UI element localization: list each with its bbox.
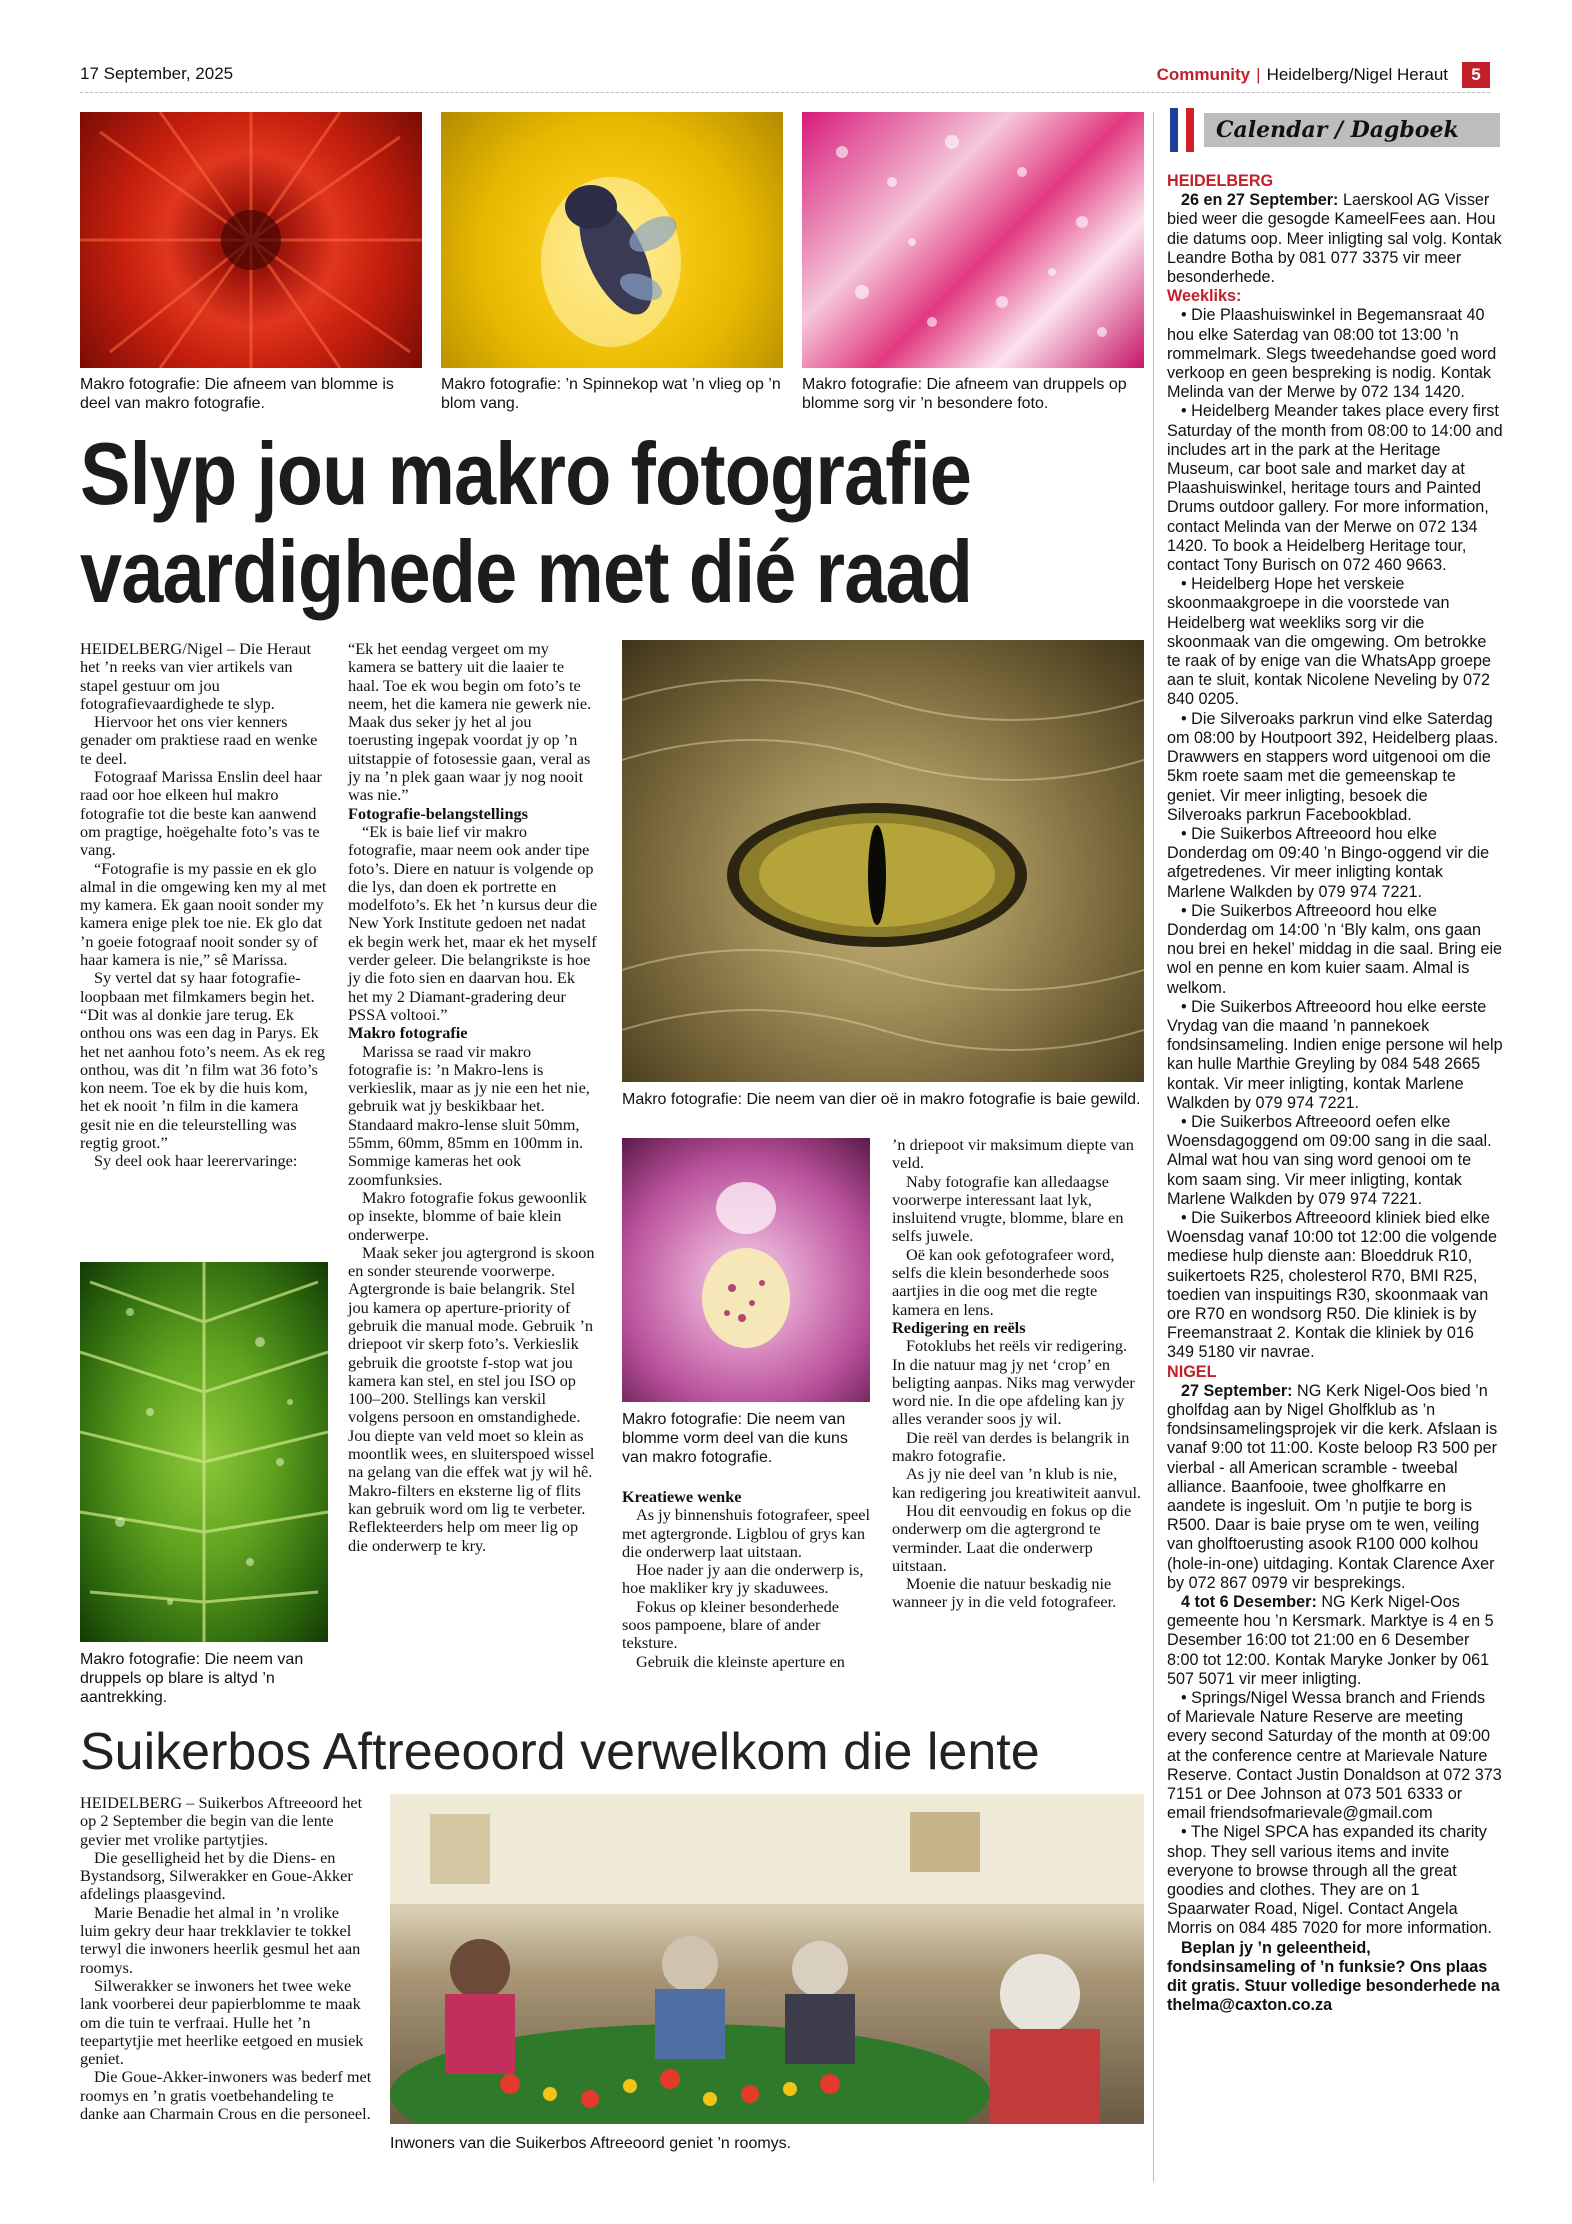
calendar-entry: 27 September: NG Kerk Nigel-Oos bied ’n gholfdag aan by Nigel Gholfklub as ’n fondsinsamelingsprojek vir die kerk. Afslaan is vanaf 9:00 tot 11:00. Koste beloop R3 500 per vierbal - all American scramble - tweebal alliance. Baanfooie, twee gholfkarre en aandete is ingesluit. Om ’n putjie te borg is R500. Daar is baie pryse om te wen, veiling van gholftoerusting asook R100 000 kolhou (hole-in-one) uitdaging. Kontak Clarence Axer by 072 867 0979 vir besprekings. — [1167, 1381, 1498, 1592]
paragraph: Fotograaf Marissa Enslin deel haar raad oor hoe elkeen hul makro fotografie tot die beste kan aanwend om pragtige, hoëgehalte foto’s vas te vang. — [80, 767, 322, 860]
calendar-listings — [1167, 172, 1503, 2016]
article-column-2 — [348, 640, 598, 1555]
caption-orchid: Makro fotografie: Die neem van blomme vorm deel van die kuns van makro fotografie. — [622, 1411, 848, 1466]
paragraph: Silwerakker se inwoners het twee weke lank voorberei deur papierblomme te maak om die tuin te verfraai. Hulle het ’n teepartytjie met heerlike eetgoed en musiek geniet. — [80, 1975, 364, 2069]
photo-orchid — [622, 1138, 870, 1402]
paragraph: As jy binnenshuis fotografeer, speel met agtergronde. Ligblou of grys kan die onderwerp laat uitstaan. — [622, 1505, 871, 1561]
publication-name: Heidelberg/Nigel Heraut — [1266, 65, 1448, 84]
subheading: Makro fotografie — [348, 1023, 468, 1043]
calendar-entry: 26 en 27 September: Laerskool AG Visser bied weer die gesogde KameelFees aan. Hou die datums oop. Meer inligting sal volg. Kontak Leandre Botha by 081 077 3375 vir meer besonderhede. — [1167, 191, 1502, 287]
caption-leaf-droplets: Makro fotografie: Die neem van druppels op blare is altyd ’n aantrekking. — [80, 1651, 304, 1706]
paragraph: Fotoklubs het reëls vir redigering. In die natuur mag jy net ‘crop’ en beligting aanpas. Niks mag verwyder word nie. In die ope afdeling kan jy alles verander soos jy wil. — [892, 1336, 1135, 1429]
caption-reptile-eye: Makro fotografie: Die neem van dier oë in makro fotografie is baie gewild. — [622, 1091, 1141, 1108]
paragraph: As jy nie deel van ’n klub is nie, kan redigering jou kreatiwiteit aanvul. — [892, 1464, 1142, 1502]
page-header — [1157, 62, 1490, 88]
header-rule — [80, 92, 1490, 93]
paragraph: Hoe nader jy aan die onderwerp is, hoe makliker kry jy skaduwees. — [622, 1560, 864, 1598]
headline-line-2: vaardighede met dié raad — [80, 522, 973, 621]
article2-column — [80, 1794, 372, 2123]
weekly-heading: Weekliks: — [1167, 287, 1242, 306]
flag-icon — [1170, 108, 1194, 152]
article-column-3 — [622, 1488, 872, 1671]
paragraph: “Ek het eendag vergeet om my kamera se battery uit die laaier te haal. Toe ek wou begin om foto’s te neem, het die kamera nie gewerk nie. Maak dus seker jy het al jou toerusting ingepak voordat jy op ’n uitstappie of fotosessie gaan, veral as jy na ’n plek gaan waar jy nog nooit was nie.” — [348, 639, 592, 805]
paragraph: Sy deel ook haar leerervaringe: — [94, 1151, 298, 1171]
article-column-1 — [80, 640, 328, 1171]
paragraph: HEIDELBERG/Nigel – Die Heraut het ’n reeks van vier artikels van stapel gestuur om jou fotografievaardighede te slyp. — [80, 639, 312, 713]
paragraph: HEIDELBERG – Suikerbos Aftreeoord het op 2 September die begin van die lente gevier met vrolike partytjies. — [80, 1793, 363, 1849]
paragraph: ’n driepoot vir maksimum diepte van veld. — [892, 1135, 1134, 1173]
header-separator: | — [1256, 65, 1261, 84]
photo-spider-fly — [441, 112, 783, 368]
section-name: Community — [1156, 65, 1251, 84]
headline-line-1: Slyp jou makro fotografie — [80, 424, 971, 523]
photo-reptile-eye — [622, 640, 1144, 1082]
paragraph: Moenie die natuur beskadig nie wanneer jy in die veld fotografeer. — [892, 1574, 1117, 1612]
paragraph: Naby fotografie kan alledaagse voorwerpe interessant laat lyk, insluitend vrugte, blomme, blare en selfs juwele. — [892, 1171, 1124, 1246]
subheading: Redigering en reëls — [892, 1317, 1026, 1337]
paragraph: “Fotografie is my passie en ek glo almal in die omgewing ken my al met my kamera. Ek gaan nooit sonder my kamera enige plek toe nie. Ek glo dat ’n goeie fotograaf nooit sonder sy of haar kamera is nie,” sê Marissa. — [80, 858, 327, 970]
paragraph: Die geselligheid het by die Diens- en Bystandsorg, Silwerakker en Goue-Akker afdelings plaasgevind. — [80, 1847, 353, 1904]
caption-red-flower: Makro fotografie: Die afneem van blomme is deel van makro fotografie. — [80, 376, 394, 412]
caption-spider-fly: Makro fotografie: ’n Spinnekop wat ’n vlieg op ’n blom vang. — [441, 376, 781, 412]
photo-residents-icecream — [390, 1794, 1144, 2124]
calendar-entry: • Die Suikerbos Aftreeoord oefen elke Woensdagoggend om 09:00 sang in die saal. Almal wat hou van sing word genooi om te kom saam sing. Vir meer inligting, kontak Marlene Walkden by 079 974 7221. — [1167, 1112, 1492, 1208]
calendar-footer-note: Beplan jy ’n geleentheid, fondsinsameling of ’n funksie? Ons plaas dit gratis. Stuur volledige besonderhede na thelma@caxton.co.za — [1167, 1938, 1500, 2015]
calendar-entry: • Die Suikerbos Aftreeoord hou elke Donderdag om 14:00 ’n ‘Bly kalm, ons gaan nou brei en hekel’ middag in die saal. Bring eie wol en penne en kom kuier saam. Almal is welkom. — [1167, 901, 1503, 997]
calendar-entry: • Die Suikerbos Aftreeoord kliniek bied elke Woensdag vanaf 10:00 tot 12:00 die volgende mediese hulp dienste aan: Bloeddruk R10, suikertoets R25, cholesterol R70, BMI R25, toedien van inspuitings R30, skoonmaak van ore R70 en wondsorg R50. Die kliniek is by Freemanstraat 2. Kontak die kliniek by 016 349 5180 vir navrae. — [1167, 1208, 1498, 1362]
photo-pink-droplets — [802, 112, 1144, 368]
calendar-title: Calendar / Dagboek — [1204, 113, 1500, 147]
calendar-entry: • Springs/Nigel Wessa branch and Friends of Marievale Nature Reserve are meeting every second Saturday of the month at 09:00 at the conference centre at Marievale Nature Reserve. Contact Justin Donaldson at 072 373 7151 or Dee Johnson at 073 501 6333 or email friendsofmarievale@gmail.com — [1167, 1689, 1502, 1823]
caption-pink-droplets: Makro fotografie: Die afneem van druppels op blomme sorg vir ’n besondere foto. — [802, 376, 1127, 412]
calendar-header — [1170, 112, 1500, 148]
town-heading: HEIDELBERG — [1167, 172, 1274, 190]
paragraph: “Ek is baie lief vir makro fotografie, maar neem ook ander tipe foto’s. Diere en natuur is volgende op die lys, dan doen ek portrette en modelfoto’s. Ek het ’n kursus deur die New York Institute gedoen net nadat ek begin werk het, maar ek het myself verder geleer. Die belangrikste is hoe jy die foto sien en daarvan hou. Ek het my 2 Diamant-gradering deur PSSA voltooi.” — [348, 821, 598, 1024]
paragraph: Oë kan ook gefotografeer word, selfs die klein besonderhede soos aartjies in die oog met die regte kamera en lens. — [892, 1244, 1115, 1319]
paragraph: Die reël van derdes is belangrik in makro fotografie. — [892, 1427, 1130, 1466]
paragraph: Hou dit eenvoudig en fokus op die onderwerp om die agtergrond te verminder. Laat die onderwerp uitstaan. — [892, 1500, 1132, 1575]
calendar-entry: • The Nigel SPCA has expanded its charity shop. They sell various items and invite everyone to browse through all the great goodies and clothes. They are on 1 Spaarwater Road, Nigel. Contact Angela Morris on 084 485 7020 for more information. — [1167, 1823, 1492, 1938]
issue-date: 17 September, 2025 — [80, 64, 234, 83]
calendar-entry: 4 tot 6 Desember: NG Kerk Nigel-Oos gemeente hou ’n Kersmark. Marktye is 4 en 5 Desember 16:00 tot 21:00 en 6 Desember 8:00 tot 12:00. Kontak Maryke Jonker by 061 507 5071 vir meer inligting. — [1167, 1593, 1494, 1688]
subheading: Kreatiewe wenke — [622, 1487, 742, 1506]
subheading: Fotografie-belangstellings — [348, 803, 528, 823]
calendar-entry: • Heidelberg Hope het verskeie skoonmaakgroepe in die voorstede van Heidelberg wat weekliks sorg vir die skoonmaak van die omgewing. Om betrokke te raak of by enige van die WhatsApp groepe aan te sluit, kontak Nicolene Neveling by 072 840 0205. — [1167, 575, 1491, 709]
page-number: 5 — [1462, 62, 1490, 88]
article-column-4 — [892, 1136, 1142, 1612]
article2-headline: Suikerbos Aftreeoord verwelkom die lente — [80, 1723, 1040, 1781]
calendar-entry: • Die Suikerbos Aftreeoord hou elke eerste Vrydag van die maand ’n pannekoek fondsinsameling. Indien enige persone wil help kan hulle Marthie Greyling by 084 548 2665 kontak. Vir meer inligting, kontak Marlene Walkden by 079 974 7221. — [1167, 997, 1503, 1112]
paragraph: Hiervoor het ons vier kenners genader om praktiese raad en wenke te deel. — [80, 712, 318, 768]
calendar-entry: • Die Silveroaks parkrun vind elke Saterdag om 08:00 by Houtpoort 392, Heidelberg plaas. Drawwers en stappers word uitgenooi om die 5km roete saam met die gemeenskap te geniet. Vir meer inligting, besoek die Silveroaks parkrun Facebookblad. — [1167, 709, 1499, 824]
paragraph: Gebruik die kleinste aperture en — [636, 1651, 845, 1671]
calendar-entry: • Heidelberg Meander takes place every first Saturday of the month from 08:00 to 14:00 and includes art in the park at the Heritage Museum, car boot sale and market day at Plaashuiswinkel, heritage tours and Painted Drums outdoor gallery. For more information, contact Melinda van der Merwe on 072 134 1420. To book a Heidelberg Heritage tour, contact Tony Burisch on 072 460 9663. — [1167, 402, 1503, 575]
paragraph: Die Goue-Akker-inwoners was bederf met roomys en ’n gratis voetbehandeling te danke aan Charmain Crous en die personeel. — [80, 2067, 372, 2124]
article-headline — [80, 425, 1000, 621]
town-heading: NIGEL — [1167, 1362, 1217, 1381]
paragraph: Marissa se raad vir makro fotografie is: ’n Makro-lens is verkieslik, maar as jy nie een het nie, gebruik wat jy beskikbaar het. Standaard makro-lense sluit 50mm, 55mm, 60mm, 85mm en 100mm in. Sommige kameras het ook zoomfunksies. — [348, 1041, 590, 1189]
caption-residents: Inwoners van die Suikerbos Aftreeoord geniet ’n roomys. — [390, 2135, 792, 2152]
calendar-entry: • Die Suikerbos Aftreeoord hou elke Donderdag om 09:40 ’n Bingo-oggend vir die afgetredenes. Vir meer inligting kontak Marlene Walkden by 079 974 7221. — [1167, 824, 1490, 901]
paragraph: Fokus op kleiner besonderhede soos pampoene, blare of ander teksture. — [622, 1596, 840, 1653]
photo-red-flower — [80, 112, 422, 368]
paragraph: Makro fotografie fokus gewoonlik op insekte, blomme of baie klein onderwerpe. — [348, 1187, 587, 1244]
paragraph: Maak seker jou agtergrond is skoon en sonder steurende voorwerpe. Agtergronde is baie belangrik. Stel jou kamera op aperture-priority of gebruik die manual mode. Gebruik ’n driepoot vir skerp foto’s. Verkieslik gebruik die grootste f-stop wat jou kamera kan stel, en stel jou ISO op 100–200. Stellings kan verskil volgens persoon en omstandighede. Jou diepte van veld moet so klein as moontlik wees, en sluiterspoed wissel na gelang van die effek wat jy wil hê. Makro-filters en eksterne lig of flits kan gebruik word om lig te verbeter. Reflekteerders help om meer lig op die onderwerp te kry. — [348, 1242, 595, 1555]
paragraph: Marie Benadie het almal in ’n vrolike luim gekry deur haar trekklavier te tokkel terwyl die inwoners heerlik gesmul het aan roomys. — [80, 1902, 361, 1977]
paragraph: Sy vertel dat sy haar fotografie-loopbaan met filmkamers begin het. “Dit was al donkie jare terug. Ek onthou ons was een dag in Parys. Ek het net aanhou foto’s neem. As ek reg onthou, was dit ’n film wat 36 foto’s kon neem. Toe ek by die huis kom, het ek nooit ’n film in die kamera gesit nie en die teleurstelling was regtig groot.” — [80, 968, 326, 1153]
photo-leaf-droplets — [80, 1262, 328, 1642]
calendar-entry: • Die Plaashuiswinkel in Begemansraat 40 hou elke Saterdag van 08:00 tot 13:00 ’n rommelmark. Slegs tweedehandse goed word verkoop en geen bespreking is nodig. Kontak Melinda van der Merwe by 072 134 1420. — [1167, 306, 1497, 402]
column-divider — [1153, 112, 1154, 2182]
